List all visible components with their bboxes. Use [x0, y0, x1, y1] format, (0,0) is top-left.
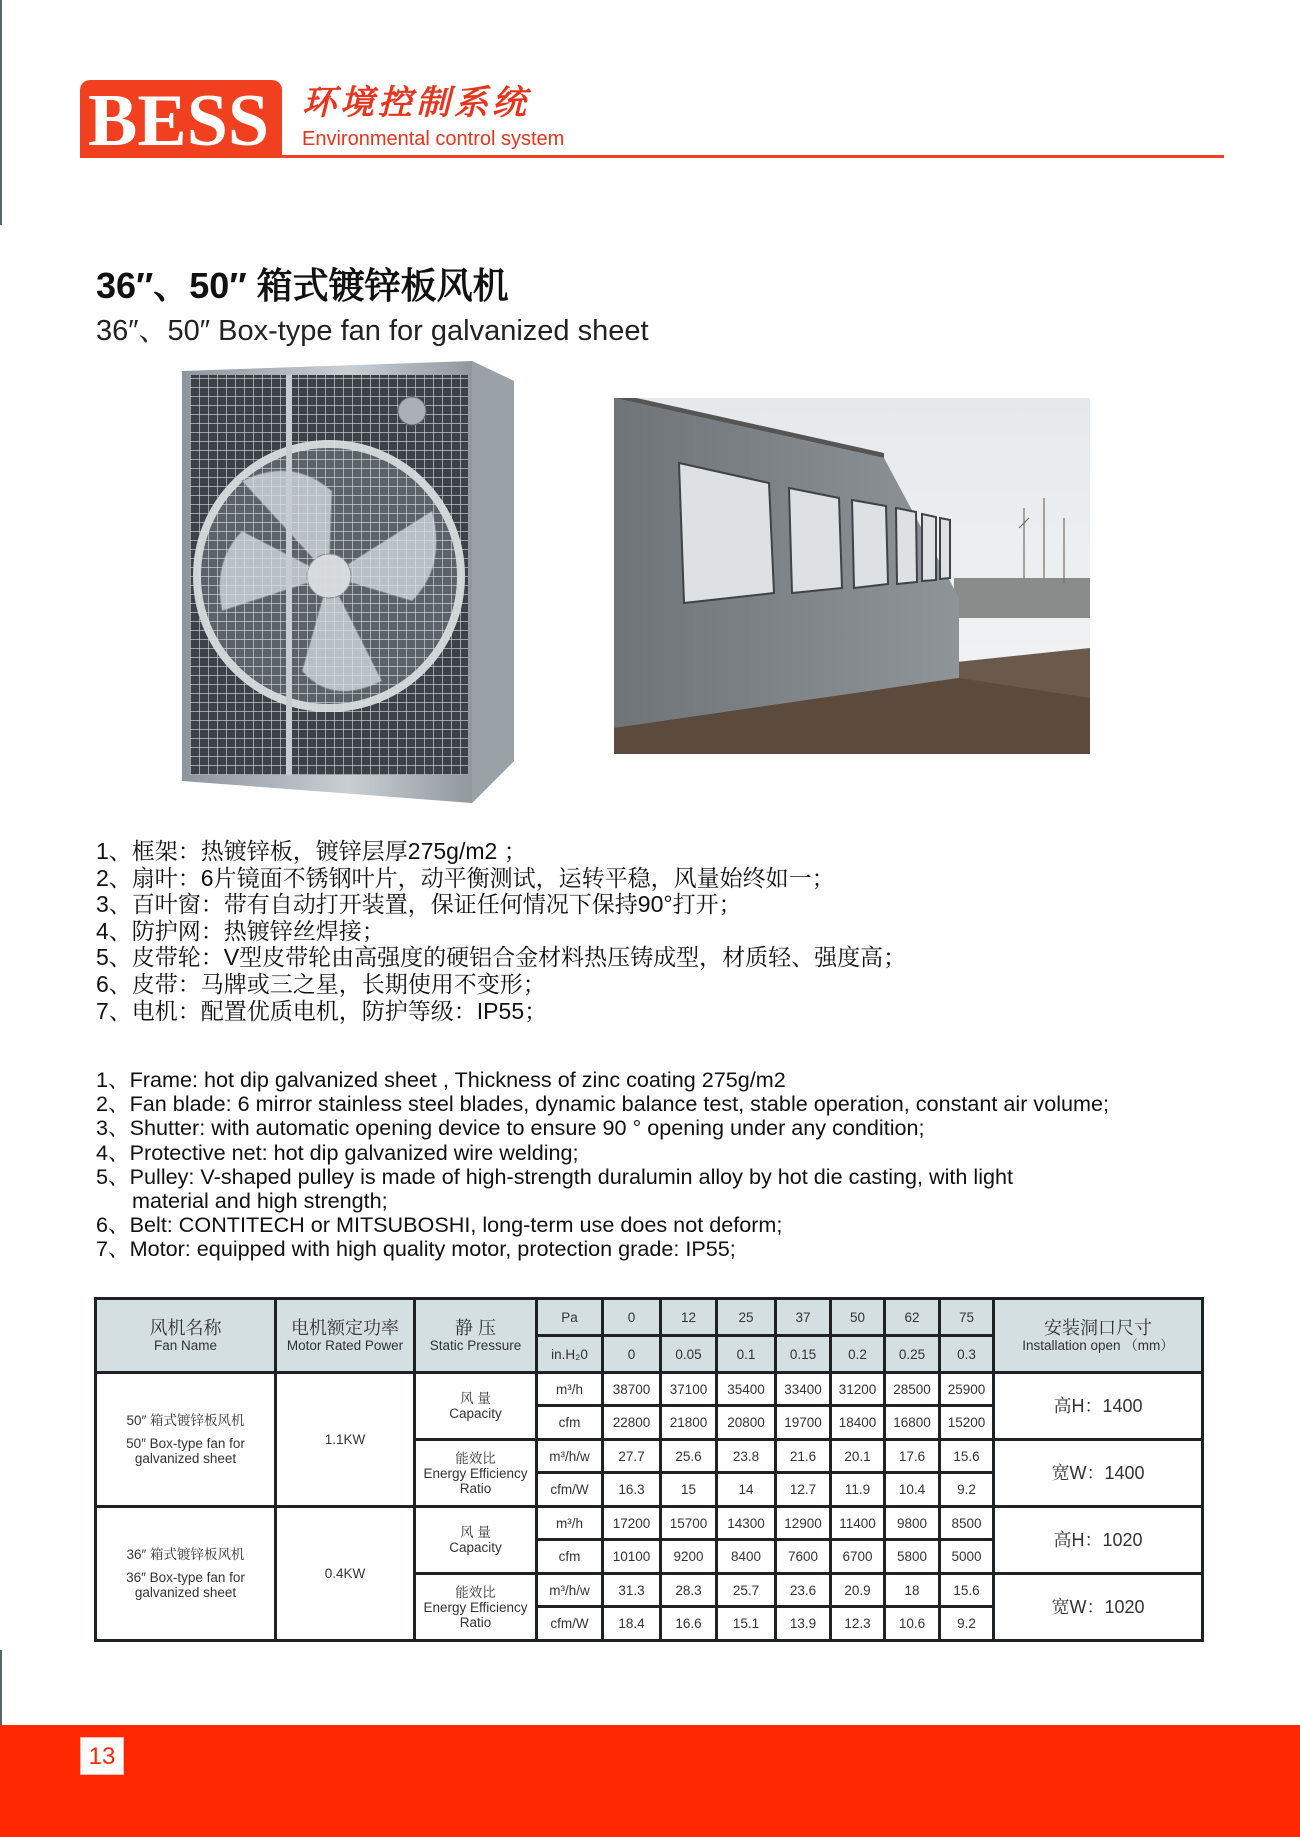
- feature-item: 7、电机：配置优质电机，防护等级：IP55；: [96, 997, 548, 1024]
- value-cell: [885, 1373, 940, 1406]
- inh2o-value: 0.3: [957, 1346, 976, 1362]
- value: 20800: [727, 1415, 765, 1430]
- value: 14300: [727, 1515, 765, 1531]
- install-width-cell: [994, 1440, 1203, 1507]
- unit-label: m³/h: [556, 1381, 583, 1397]
- value-cell: [940, 1440, 994, 1473]
- value-cell: [885, 1607, 940, 1641]
- header-pa-value: [940, 1299, 994, 1336]
- feature-item: 6、Belt: CONTITECH or MITSUBOSHI, long-term use does not deform;: [96, 1212, 783, 1238]
- value-cell: [661, 1607, 717, 1641]
- pa-value: 25: [738, 1309, 754, 1325]
- header-pa-value: [603, 1299, 661, 1336]
- inh2o-value: 0.05: [675, 1346, 702, 1362]
- header-pa-value: [661, 1299, 717, 1336]
- install-height-cell: [994, 1507, 1203, 1574]
- value: 28500: [893, 1381, 931, 1397]
- value: 15.1: [732, 1616, 760, 1631]
- feature-item: 3、Shutter: with automatic opening device to ensure 90 ° opening under any condition;: [96, 1115, 925, 1141]
- value-cell: [940, 1373, 994, 1406]
- value: 6700: [842, 1549, 873, 1564]
- page-subtitle: 36″、50″ Box-type fan for galvanized sheet: [96, 315, 649, 347]
- value: 12.3: [844, 1616, 871, 1631]
- feature-item-continuation: material and high strength;: [132, 1188, 388, 1214]
- value-cell: [776, 1507, 831, 1540]
- value-cell: [661, 1540, 717, 1574]
- value: 19700: [784, 1415, 822, 1430]
- value: 22800: [612, 1415, 651, 1430]
- value-cell: [831, 1607, 885, 1641]
- fan-name-cn: 36″ 箱式镀锌板风机: [126, 1547, 245, 1562]
- unit-label: cfm/W: [550, 1482, 589, 1497]
- header-pa-value: [831, 1299, 885, 1336]
- install-width-cell: [994, 1574, 1203, 1641]
- value-cell: [603, 1540, 661, 1574]
- value-cell: [831, 1406, 885, 1440]
- page-edge-line: [0, 1650, 2, 1725]
- header-static-pressure: [415, 1299, 537, 1373]
- value-cell: [717, 1473, 776, 1507]
- table-header-row: [96, 1299, 1203, 1336]
- value-cell: [885, 1406, 940, 1440]
- unit-label: cfm/W: [550, 1616, 589, 1631]
- fan-name-cell: [96, 1373, 276, 1507]
- value: 9200: [673, 1549, 704, 1564]
- header-motor-power: [276, 1299, 415, 1373]
- unit-label: cfm: [558, 1415, 581, 1430]
- header-pa-value: [885, 1299, 940, 1336]
- value: 23.8: [732, 1448, 760, 1464]
- capacity-label-cn: 风 量: [460, 1525, 491, 1540]
- value-cell: [776, 1440, 831, 1473]
- value-cell: [661, 1507, 717, 1540]
- value-cell: [776, 1373, 831, 1406]
- value-cell: [776, 1473, 831, 1507]
- value: 5800: [896, 1549, 928, 1564]
- value-cell: [603, 1574, 661, 1607]
- value-cell: [831, 1574, 885, 1607]
- feature-item: 2、扇叶：6片镜面不锈钢叶片，动平衡测试，运转平稳，风量始终如一；: [96, 864, 835, 891]
- value-cell: [885, 1540, 940, 1574]
- unit-cell: [537, 1607, 603, 1641]
- features-list-en: [96, 1068, 1109, 1262]
- value-cell: [940, 1507, 994, 1540]
- motor-power: 0.4KW: [324, 1566, 366, 1581]
- capacity-label-cell: [415, 1507, 537, 1574]
- install-height: 高H：1020: [1053, 1529, 1143, 1550]
- unit-cell: [537, 1574, 603, 1607]
- value: 15: [680, 1482, 697, 1497]
- value-cell: [776, 1406, 831, 1440]
- efficiency-label-cell: [415, 1574, 537, 1641]
- value: 12.7: [789, 1482, 817, 1497]
- value: 20.1: [844, 1448, 871, 1464]
- header-inh2o-value: [661, 1336, 717, 1373]
- value: 27.7: [618, 1448, 645, 1464]
- pa-value: 37: [795, 1309, 811, 1325]
- value-cell: [831, 1540, 885, 1574]
- value-cell: [717, 1574, 776, 1607]
- value: 28.3: [675, 1582, 702, 1598]
- header-inh2o-value: [776, 1336, 831, 1373]
- value-cell: [717, 1607, 776, 1641]
- value-cell: [717, 1540, 776, 1574]
- header-label-cn: 安装洞口尺寸: [1044, 1317, 1152, 1338]
- value: 8400: [730, 1549, 762, 1564]
- install-height-cell: [994, 1373, 1203, 1440]
- motor-power: 1.1KW: [324, 1432, 366, 1447]
- inh2o-value: 0.25: [898, 1346, 926, 1362]
- value-cell: [940, 1406, 994, 1440]
- inh2o-value: 0.1: [736, 1346, 756, 1362]
- pa-value: 50: [849, 1309, 866, 1325]
- header-pa-value: [776, 1299, 831, 1336]
- value-cell: [661, 1373, 717, 1406]
- pa-value: 12: [680, 1309, 697, 1325]
- header-inh2o-value: [717, 1336, 776, 1373]
- value: 11.9: [844, 1482, 871, 1497]
- value: 12900: [784, 1515, 822, 1531]
- header-divider: [281, 155, 1224, 158]
- value: 10.4: [898, 1482, 926, 1497]
- value-cell: [776, 1540, 831, 1574]
- header-inh2o-value: [831, 1336, 885, 1373]
- header-inh2o-value: [603, 1336, 661, 1373]
- value: 23.6: [789, 1582, 817, 1598]
- unit-cell: [537, 1473, 603, 1507]
- capacity-label-cn: 风 量: [460, 1391, 491, 1406]
- value: 15700: [669, 1515, 708, 1531]
- value: 18.4: [618, 1616, 645, 1631]
- value: 16800: [893, 1415, 931, 1430]
- value: 25900: [947, 1381, 986, 1397]
- motor-power-cell: [276, 1373, 415, 1507]
- value: 8500: [951, 1515, 982, 1531]
- unit-label: m³/h/w: [549, 1448, 590, 1464]
- value: 31200: [838, 1381, 877, 1397]
- pa-value: 0: [627, 1309, 636, 1325]
- value-cell: [603, 1507, 661, 1540]
- table-row: [96, 1373, 1203, 1406]
- unit-cell: [537, 1540, 603, 1574]
- fan-name-en: 36″ Box-type fan for galvanized sheet: [126, 1570, 245, 1600]
- value: 15.6: [953, 1582, 980, 1598]
- header-pa-value: [717, 1299, 776, 1336]
- value: 10.6: [898, 1616, 926, 1631]
- unit-label: m³/h/w: [549, 1582, 590, 1598]
- value-cell: [661, 1473, 717, 1507]
- bess-logo: [80, 80, 282, 162]
- value: 21800: [669, 1415, 708, 1430]
- value-cell: [603, 1406, 661, 1440]
- header-label-en: Installation open （mm）: [1022, 1337, 1174, 1353]
- unit-label: in.H₂0: [551, 1346, 588, 1362]
- value-cell: [940, 1607, 994, 1641]
- feature-item: 5、皮带轮：V型皮带轮由高强度的硬铝合金材料热压铸成型，材质轻、强度高；: [96, 944, 907, 971]
- inh2o-value: 0: [627, 1346, 636, 1362]
- inh2o-value: 0.2: [848, 1346, 867, 1362]
- unit-cell: [537, 1507, 603, 1540]
- value: 37100: [669, 1381, 708, 1397]
- capacity-label-cell: [415, 1373, 537, 1440]
- feature-item: 6、皮带：马牌或三之星，长期使用不变形；: [96, 970, 546, 997]
- installed-fans-building-photo: [614, 398, 1090, 754]
- header-label-en: Static Pressure: [429, 1337, 522, 1353]
- value-cell: [940, 1473, 994, 1507]
- box-fan-photo: [182, 361, 514, 803]
- header-label-cn: 静 压: [454, 1317, 496, 1338]
- fan-name-en: 50″ Box-type fan for galvanized sheet: [126, 1436, 245, 1466]
- pa-value: 62: [904, 1309, 920, 1325]
- header-label-cn: 电机额定功率: [291, 1317, 399, 1338]
- specification-table: [94, 1297, 1204, 1642]
- value: 15200: [947, 1415, 986, 1430]
- value-cell: [940, 1574, 994, 1607]
- value-cell: [885, 1574, 940, 1607]
- value: 38700: [612, 1381, 651, 1397]
- value: 5000: [951, 1549, 982, 1564]
- value: 7600: [787, 1549, 819, 1564]
- install-width: 宽W：1400: [1051, 1462, 1145, 1483]
- value-cell: [603, 1607, 661, 1641]
- value: 17200: [612, 1515, 651, 1531]
- value: 18400: [838, 1415, 877, 1430]
- capacity-label-en: Capacity: [449, 1540, 502, 1555]
- feature-item: 4、防护网：热镀锌丝焊接；: [96, 917, 385, 944]
- value-cell: [776, 1574, 831, 1607]
- unit-label: m³/h: [556, 1515, 583, 1531]
- value-cell: [717, 1440, 776, 1473]
- page-edge-line: [0, 0, 2, 225]
- feature-item: 7、Motor: equipped with high quality motor, protection grade: IP55;: [96, 1236, 736, 1262]
- value-cell: [603, 1373, 661, 1406]
- inh2o-value: 0.15: [789, 1346, 817, 1362]
- value-cell: [603, 1440, 661, 1473]
- table-row: [96, 1507, 1203, 1540]
- value: 11400: [839, 1515, 876, 1531]
- install-height: 高H：1400: [1053, 1395, 1143, 1416]
- value-cell: [831, 1373, 885, 1406]
- value: 31.3: [618, 1582, 645, 1598]
- value-cell: [661, 1574, 717, 1607]
- value-cell: [831, 1440, 885, 1473]
- header-label-cn: 风机名称: [149, 1317, 222, 1338]
- feature-item: 1、框架：热镀锌板，镀锌层厚275g/m2 ；: [96, 838, 527, 864]
- value: 15.6: [953, 1448, 980, 1464]
- value-cell: [940, 1540, 994, 1574]
- header-inh2o-value: [940, 1336, 994, 1373]
- feature-item: 4、Protective net: hot dip galvanized wire welding;: [96, 1139, 579, 1165]
- value: 9.2: [957, 1482, 976, 1497]
- efficiency-label-en: Energy Efficiency Ratio: [423, 1465, 528, 1496]
- header-unit-pa: [537, 1299, 603, 1336]
- value-cell: [717, 1373, 776, 1406]
- feature-item: 5、Pulley: V-shaped pulley is made of high-strength duralumin alloy by hot die casting, with light: [96, 1163, 1014, 1189]
- value-cell: [717, 1406, 776, 1440]
- unit-cell: [537, 1406, 603, 1440]
- value: 35400: [727, 1381, 765, 1397]
- value: 10100: [612, 1549, 651, 1564]
- value: 17.6: [898, 1448, 926, 1464]
- features-list-cn: [96, 838, 906, 1024]
- value: 14: [738, 1482, 754, 1497]
- value-cell: [776, 1607, 831, 1641]
- unit-label: cfm: [558, 1549, 581, 1564]
- value-cell: [885, 1440, 940, 1473]
- feature-item: 2、Fan blade: 6 mirror stainless steel blades, dynamic balance test, stable operation, constant air volume;: [96, 1091, 1110, 1117]
- header-installation-open: [994, 1299, 1203, 1373]
- tagline-cn: 环境控制系统: [302, 83, 530, 123]
- header-unit-inh2o: [537, 1336, 603, 1373]
- header-fan-name: [96, 1299, 276, 1373]
- value-cell: [603, 1473, 661, 1507]
- tagline-en: Environmental control system: [302, 128, 565, 150]
- value: 9.2: [957, 1616, 976, 1631]
- efficiency-label-en: Energy Efficiency Ratio: [423, 1599, 528, 1630]
- header-inh2o-value: [885, 1336, 940, 1373]
- value-cell: [661, 1440, 717, 1473]
- efficiency-label-cn: 能效比: [455, 1450, 496, 1466]
- logo-text: BESS: [88, 80, 270, 162]
- value: 18: [904, 1582, 920, 1598]
- value: 25.7: [732, 1582, 760, 1598]
- value: 16.6: [675, 1616, 702, 1631]
- efficiency-label-cell: [415, 1440, 537, 1507]
- fan-name-cn: 50″ 箱式镀锌板风机: [126, 1413, 245, 1428]
- header-label-en: Fan Name: [153, 1337, 218, 1353]
- efficiency-label-cn: 能效比: [455, 1584, 496, 1600]
- page-title: 36″、50″ 箱式镀锌板风机: [96, 265, 509, 306]
- footer-bar: [0, 1725, 1300, 1837]
- feature-item: 1、Frame: hot dip galvanized sheet , Thickness of zinc coating 275g/m2: [96, 1067, 786, 1092]
- page-number: 13: [80, 1737, 124, 1775]
- value-cell: [885, 1473, 940, 1507]
- value-cell: [831, 1473, 885, 1507]
- value-cell: [885, 1507, 940, 1540]
- value-cell: [661, 1406, 717, 1440]
- unit-cell: [537, 1440, 603, 1473]
- install-width: 宽W：1020: [1051, 1596, 1145, 1617]
- fan-name-cell: [96, 1507, 276, 1641]
- unit-label: Pa: [561, 1309, 578, 1325]
- value: 16.3: [618, 1482, 645, 1497]
- feature-item: 3、百叶窗：带有自动打开装置，保证任何情况下保持90°打开；: [96, 891, 742, 918]
- unit-cell: [537, 1373, 603, 1406]
- value: 13.9: [789, 1616, 817, 1631]
- value-cell: [717, 1507, 776, 1540]
- value: 20.9: [844, 1582, 871, 1598]
- motor-power-cell: [276, 1507, 415, 1641]
- value: 21.6: [789, 1448, 817, 1464]
- value-cell: [831, 1507, 885, 1540]
- value: 9800: [896, 1515, 928, 1531]
- pa-value: 75: [958, 1309, 975, 1325]
- value: 33400: [784, 1381, 822, 1397]
- capacity-label-en: Capacity: [449, 1406, 502, 1421]
- header-label-en: Motor Rated Power: [286, 1337, 404, 1353]
- value: 25.6: [675, 1448, 702, 1464]
